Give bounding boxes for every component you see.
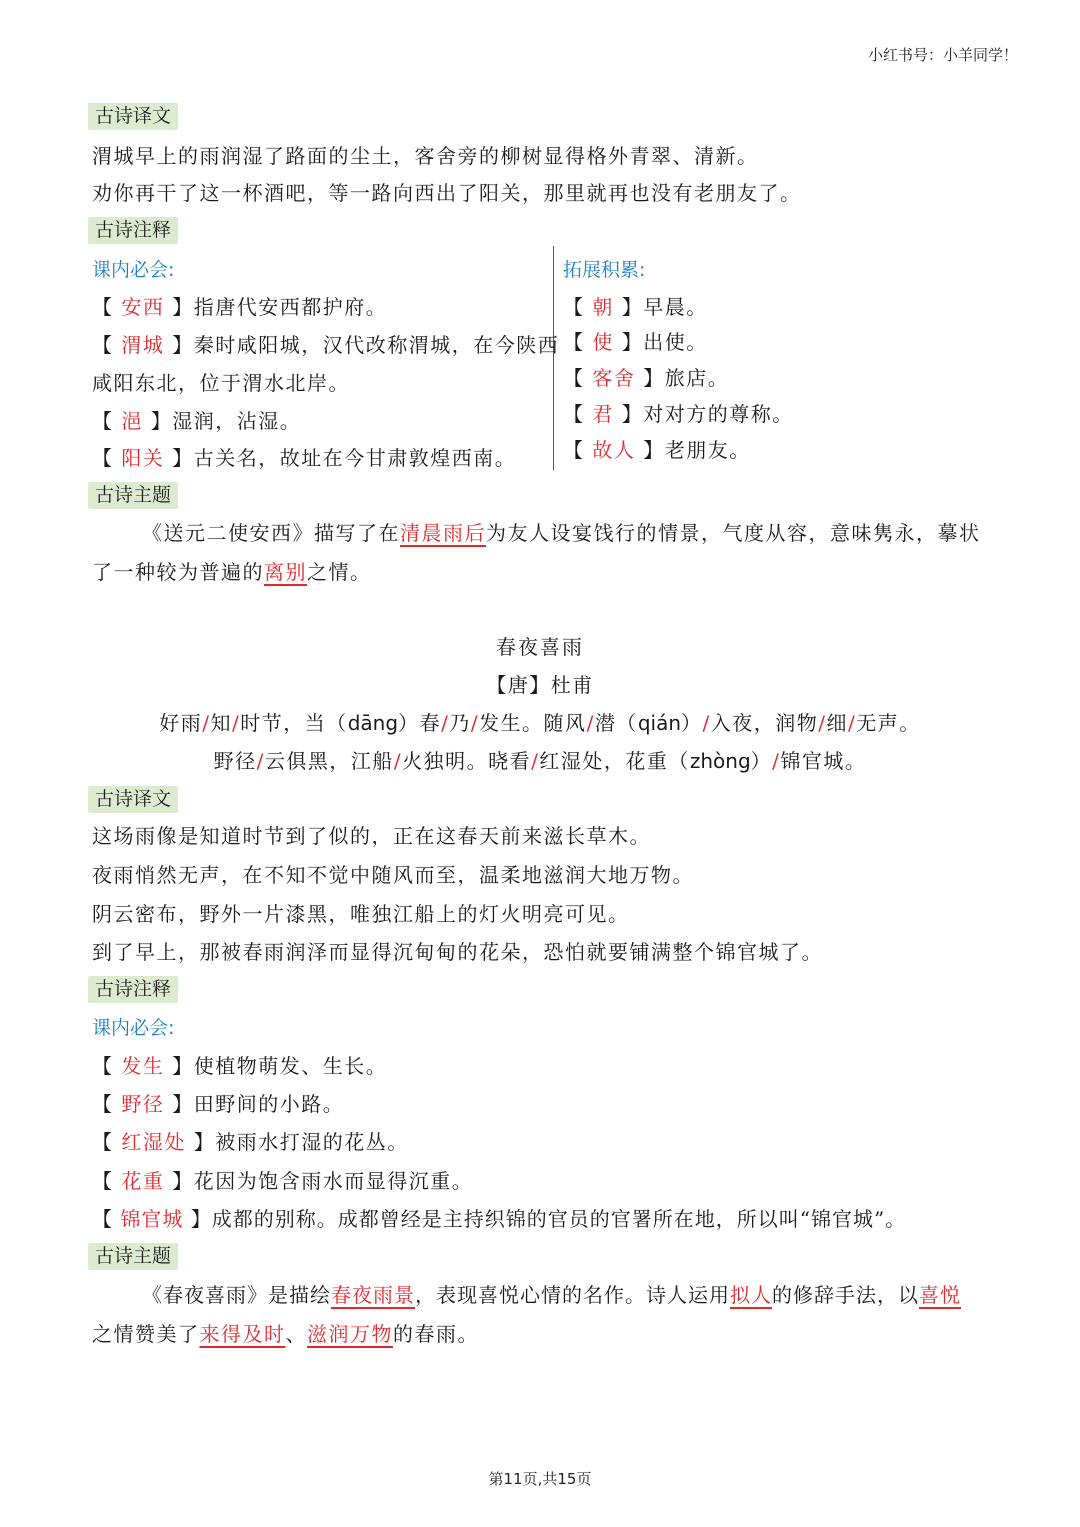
note-term: 发生 [121,1054,165,1078]
note-text: 老朋友。 [664,438,751,462]
note-term: 渭城 [121,333,165,357]
note-term: 客舍 [592,366,636,390]
note-term: 使 [592,330,614,354]
theme-keyword: 喜悦 [919,1283,961,1307]
note-term: 红湿处 [121,1130,186,1154]
note-term: 野径 [121,1092,165,1116]
theme-text: 《送元二使安西》描写了在 [142,521,400,545]
note-term: 朝 [592,295,614,319]
translation-line: 这场雨像是知道时节到了似的，正在这春天前来滋长草木。 [92,824,651,848]
translation-line: 劝你再干了这一杯酒吧，等一路向西出了阳关，那里就再也没有老朋友了。 [92,181,802,205]
poem-title: 春夜喜雨 [496,635,584,659]
notes-heading-2: 古诗注释 [88,976,178,1003]
poem-verse-line [0,709,1080,737]
note-text: 对对方的尊称。 [643,402,794,426]
note-text: 花因为饱含雨水而显得沉重。 [193,1169,474,1193]
pause-mark: / [702,711,711,735]
theme-text: 之情。 [307,560,372,584]
theme-heading-2: 古诗主题 [88,1243,178,1270]
note-text: 湿润，沾湿。 [172,409,302,433]
extended-note-item: 【 君 】对对方的尊称。 [563,402,794,426]
poem-author: 【唐】杜甫 [486,673,594,697]
note-text: 被雨水打湿的花丛。 [215,1130,409,1154]
theme-line [142,519,981,547]
note-text: 田野间的小路。 [193,1092,345,1116]
note-text: 古关名，故址在今甘肃敦煌西南。 [193,446,517,470]
note-item: 【 渭城 】秦时咸阳城，汉代改称渭城，在今陕西 [92,333,560,357]
note-term: 君 [592,402,614,426]
extended-note-item: 【 故人 】老朋友。 [563,438,751,462]
note-term: 阳关 [121,446,165,470]
note-item: 【 阳关 】古关名，故址在今甘肃敦煌西南。 [92,446,517,470]
theme-keyword: 拟人 [730,1283,772,1307]
note-text: 使植物萌发、生长。 [193,1054,388,1078]
note-term: 安西 [121,295,165,319]
pause-mark: / [441,711,450,735]
extended-note-item: 【 客舍 】旅店。 [563,366,730,390]
verse-text: 细 [826,711,848,735]
theme-text: 《春夜喜雨》是描绘 [142,1283,331,1307]
extended-note-item: 【 使 】出使。 [563,330,708,354]
theme-text: ，表现喜悦心情的名作。诗人运用 [415,1283,730,1307]
translation-line: 到了早上，那被春雨润泽而显得沉甸甸的花朵，恐怕就要铺满整个锦官城了。 [92,940,823,964]
theme-keyword: 春夜雨景 [331,1283,415,1307]
translation-line: 阴云密布，野外一片漆黑，唯独江船上的灯火明亮可见。 [92,902,630,926]
note-text: 旅店。 [664,366,730,390]
verse-text: 乃 [449,711,471,735]
verse-text: 时节，当（ [240,711,348,735]
theme-keyword: 滋润万物 [307,1322,393,1346]
pause-mark: / [818,711,827,735]
notes-heading-1: 古诗注释 [88,217,178,244]
pause-mark: / [586,711,595,735]
note-text: 秦时咸阳城，汉代改称渭城，在今陕西 [193,333,560,357]
required-subheading: 课内必会: [92,1017,175,1039]
theme-text: 之情赞美了 [92,1322,200,1346]
watermark: 小红书号：小羊同学！ [867,46,1018,64]
verse-text: 潜（ [594,711,638,735]
theme-keyword: 来得及时 [199,1322,286,1346]
pause-mark: / [848,711,857,735]
note-item: 【 锦官城 】成都的别称。成都曾经是主持织锦的官员的官署所在地，所以叫“锦官城”。 [92,1207,907,1231]
verse-text: 红湿处，花重（ [539,749,690,773]
theme-text: 的春雨。 [393,1322,479,1346]
theme-line [92,1320,479,1348]
note-item-continued: 咸阳东北，位于渭水北岸。 [92,371,350,395]
note-item: 【 红湿处 】被雨水打湿的花丛。 [92,1130,409,1154]
verse-text: 无声。 [856,711,921,735]
page-number: 第11页,共15页 [488,1470,592,1488]
note-item: 【 花重 】花因为饱含雨水而显得沉重。 [92,1169,474,1193]
theme-text: 了一种较为普遍的 [92,560,264,584]
note-item: 【 野径 】田野间的小路。 [92,1092,345,1116]
verse-text: 火独明。晓看 [402,749,532,773]
theme-line [92,558,372,586]
note-text: 早晨。 [643,295,708,319]
theme-keyword: 离别 [264,560,307,584]
translation-heading-1: 古诗译文 [88,103,178,130]
theme-keyword: 清晨雨后 [400,521,486,545]
note-term: 浥 [121,409,143,433]
verse-text: 云俱黑，江船 [264,749,394,773]
note-term: 故人 [592,438,636,462]
note-text: 出使。 [643,330,708,354]
pinyin: dāng [347,711,399,735]
pause-mark: / [256,749,265,773]
note-item: 【 浥 】湿润，沾湿。 [92,409,302,433]
theme-text: 、 [285,1322,307,1346]
verse-text: 锦官城。 [780,749,867,773]
verse-text: 发生。随风 [479,711,587,735]
theme-text: 为友人设宴饯行的情景，气度从容，意味隽永，摹状 [486,521,981,545]
note-item: 【 安西 】指唐代安西都护府。 [92,295,388,319]
pause-mark: / [231,711,241,735]
extended-note-item: 【 朝 】早晨。 [563,295,708,319]
pause-mark: / [393,749,403,773]
note-text: 成都的别称。成都曾经是主持织锦的官员的官署所在地，所以叫“锦官城”。 [211,1207,907,1231]
pinyin: zhòng [689,749,751,773]
theme-heading-1: 古诗主题 [88,482,178,509]
pause-mark: / [202,711,211,735]
translation-line: 渭城早上的雨润湿了路面的尘土，客舍旁的柳树显得格外青翠、清新。 [92,144,759,168]
theme-line [142,1281,961,1309]
translation-heading-2: 古诗译文 [88,786,178,813]
verse-text: 入夜，润物 [710,711,819,735]
verse-text: 好雨 [159,711,203,735]
pinyin: qián [637,711,681,735]
required-subheading: 课内必会: [92,259,175,281]
verse-text: ） [750,749,773,773]
theme-text: 的修辞手法，以 [772,1283,919,1307]
verse-text: ）春 [398,711,442,735]
note-term: 锦官城 [120,1207,184,1231]
note-text: 指唐代安西都护府。 [193,295,388,319]
note-term: 花重 [121,1169,165,1193]
note-item: 【 发生 】使植物萌发、生长。 [92,1054,388,1078]
translation-line: 夜雨悄然无声，在不知不觉中随风而至，温柔地滋润大地万物。 [92,863,694,887]
verse-text: 野径 [213,749,257,773]
pause-mark: / [772,749,781,773]
verse-text: ） [681,711,703,735]
extended-subheading: 拓展积累: [563,259,646,281]
pause-mark: / [470,711,480,735]
pause-mark: / [531,749,540,773]
verse-text: 知 [210,711,232,735]
poem-verse-line [0,747,1080,775]
